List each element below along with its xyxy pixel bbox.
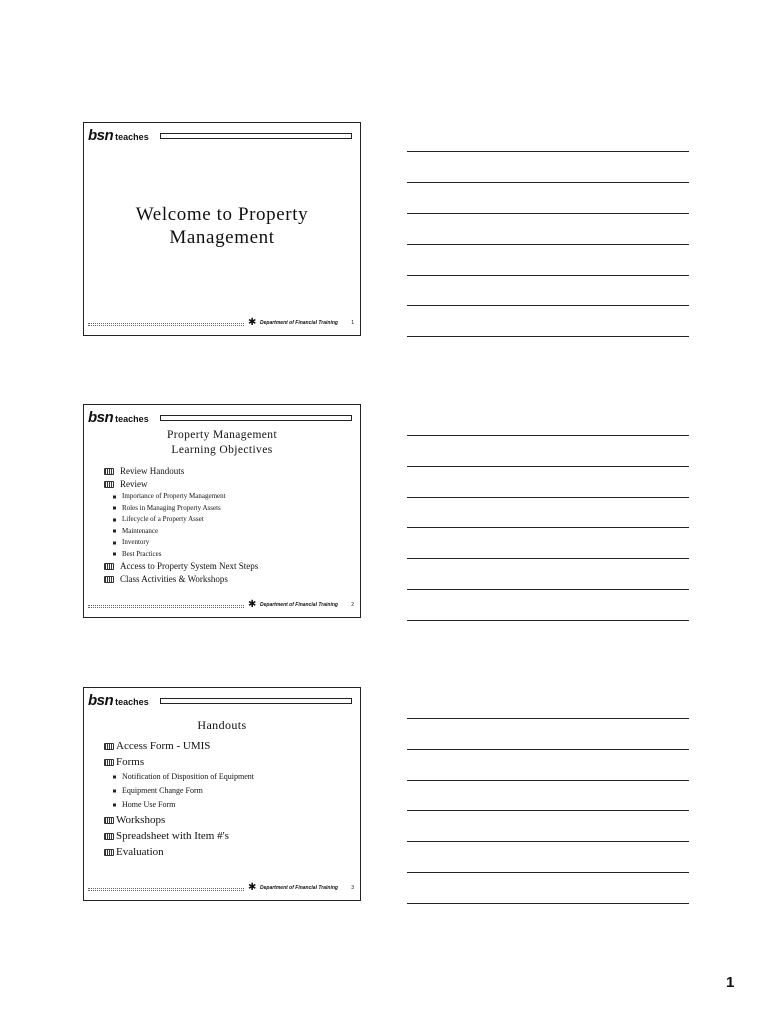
header-rule	[160, 415, 352, 421]
slide-footer	[88, 884, 354, 894]
binder-bullet-icon	[104, 481, 114, 488]
slide-title: Welcome to Property Management	[135, 204, 309, 248]
sub-list-item: Importance of Property Management	[104, 491, 354, 503]
note-line	[407, 872, 689, 873]
header-rule	[160, 133, 352, 139]
star-icon: ✱	[248, 882, 257, 893]
note-line	[407, 182, 689, 183]
page-number: 1	[726, 974, 735, 991]
note-line	[407, 558, 689, 559]
bsn-teaches-logo: bsn teaches	[88, 409, 149, 426]
sub-list-item: Lifecycle of a Property Asset	[104, 514, 354, 526]
list-item: Review	[104, 478, 354, 491]
note-line	[407, 213, 689, 214]
list-item: Access Form - UMIS	[104, 738, 354, 754]
note-line	[407, 435, 689, 436]
objectives-list	[104, 465, 354, 586]
footer-dotted-rule	[88, 323, 244, 326]
star-icon: ✱	[248, 599, 257, 610]
note-line	[407, 497, 689, 498]
slide-title: Handouts	[197, 718, 247, 732]
sub-list-item: Roles in Managing Property Assets	[104, 503, 354, 515]
list-item: Workshops	[104, 812, 354, 828]
note-line	[407, 810, 689, 811]
list-item: Evaluation	[104, 844, 354, 860]
slide-2	[83, 404, 361, 618]
handouts-list	[104, 738, 354, 860]
bsn-teaches-logo: bsn teaches	[88, 127, 149, 144]
slide-header	[88, 693, 352, 709]
department-label: Department of Financial Training	[260, 320, 338, 326]
note-line	[407, 275, 689, 276]
slide-footer	[88, 319, 354, 329]
list-item: Spreadsheet with Item #'s	[104, 828, 354, 844]
slide-header	[88, 128, 352, 144]
note-line	[407, 718, 689, 719]
note-line	[407, 305, 689, 306]
list-item: Review Handouts	[104, 465, 354, 478]
footer-dotted-rule	[88, 888, 244, 891]
note-line	[407, 527, 689, 528]
sub-list-item: Home Use Form	[104, 798, 354, 812]
list-item: Class Activities & Workshops	[104, 573, 354, 586]
binder-bullet-icon	[104, 563, 114, 570]
slide-1	[83, 122, 361, 336]
note-line	[407, 841, 689, 842]
sub-list-item: Inventory	[104, 537, 354, 549]
note-line	[407, 749, 689, 750]
slide-number: 2	[351, 602, 354, 608]
note-line	[407, 903, 689, 904]
slide-title: Property Management Learning Objectives	[166, 429, 278, 456]
forms-sub-list	[104, 770, 354, 812]
slide-3	[83, 687, 361, 901]
sub-list-container	[104, 491, 354, 560]
note-line	[407, 336, 689, 337]
note-line	[407, 244, 689, 245]
binder-bullet-icon	[104, 849, 114, 856]
header-rule	[160, 698, 352, 704]
sub-list-item: Notification of Disposition of Equipment	[104, 770, 354, 784]
note-line	[407, 151, 689, 152]
review-sub-list	[104, 491, 354, 560]
binder-bullet-icon	[104, 817, 114, 824]
note-line	[407, 620, 689, 621]
department-label: Department of Financial Training	[260, 602, 338, 608]
slide-header	[88, 410, 352, 426]
sub-list-item: Equipment Change Form	[104, 784, 354, 798]
binder-bullet-icon	[104, 468, 114, 475]
slide-footer	[88, 601, 354, 611]
sub-list-container	[104, 770, 354, 812]
footer-dotted-rule	[88, 605, 244, 608]
department-label: Department of Financial Training	[260, 885, 338, 891]
note-line	[407, 589, 689, 590]
star-icon: ✱	[248, 317, 257, 328]
binder-bullet-icon	[104, 743, 114, 750]
sub-list-item: Maintenance	[104, 526, 354, 538]
binder-bullet-icon	[104, 833, 114, 840]
list-item: Access to Property System Next Steps	[104, 560, 354, 573]
binder-bullet-icon	[104, 576, 114, 583]
slide-number: 3	[351, 885, 354, 891]
note-line	[407, 780, 689, 781]
sub-list-item: Best Practices	[104, 549, 354, 561]
bsn-teaches-logo: bsn teaches	[88, 692, 149, 709]
list-item: Forms	[104, 754, 354, 770]
note-line	[407, 466, 689, 467]
slide-number: 1	[351, 320, 354, 326]
binder-bullet-icon	[104, 759, 114, 766]
